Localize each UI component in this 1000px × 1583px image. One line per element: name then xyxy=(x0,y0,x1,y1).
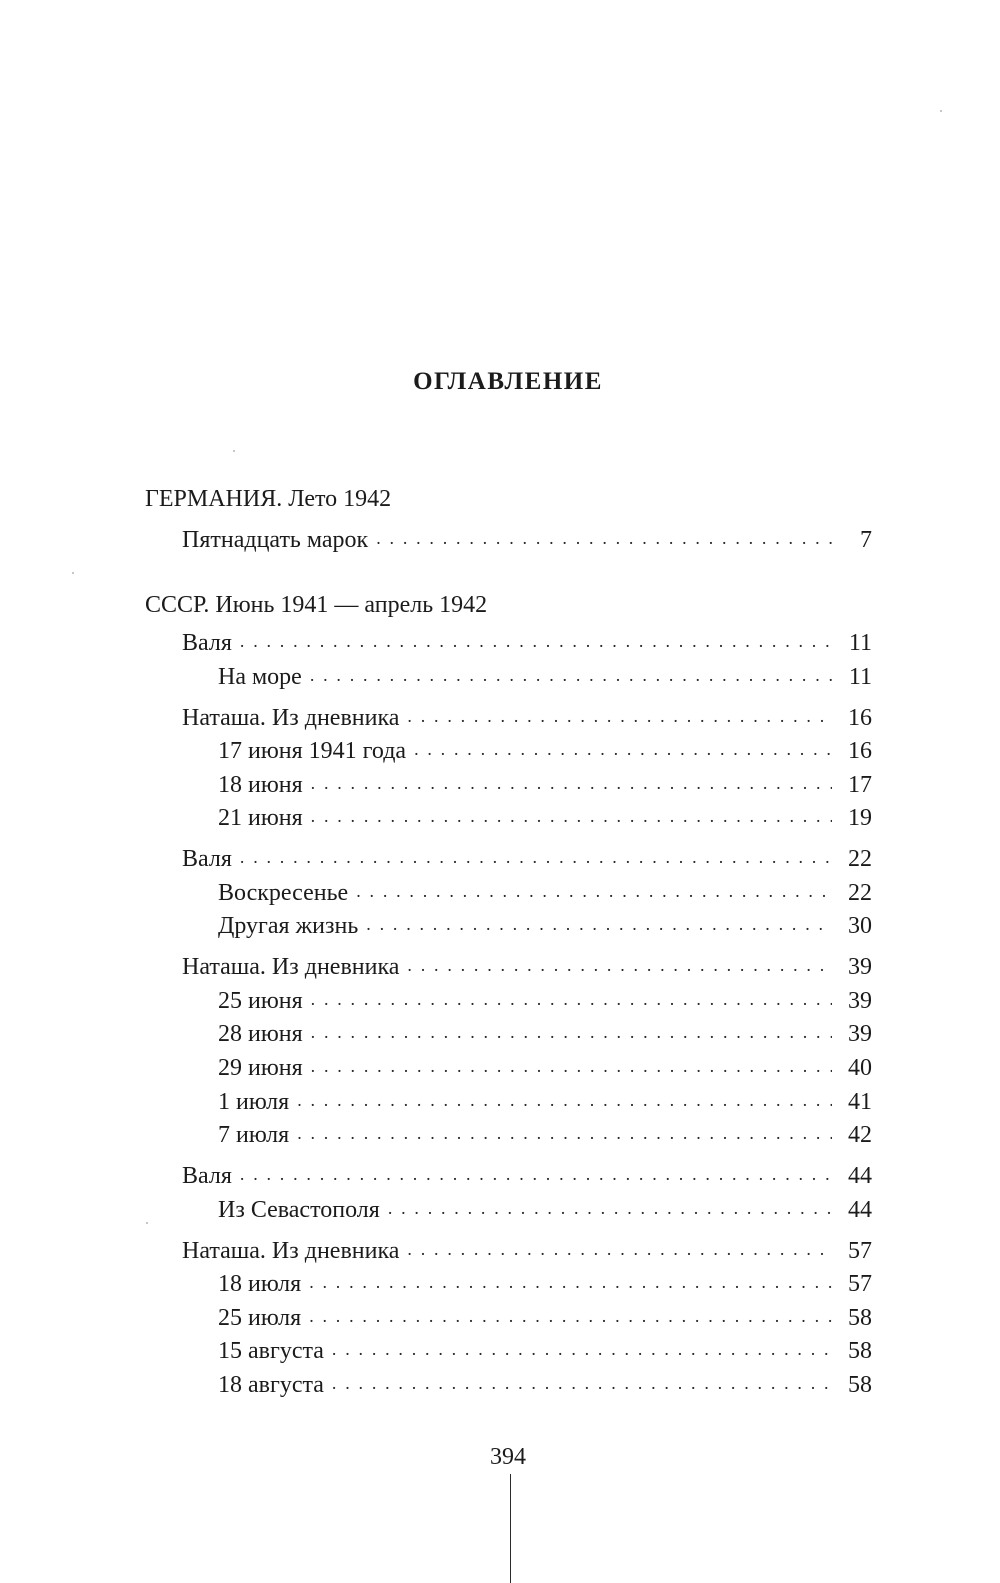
toc-entry-page: 39 xyxy=(848,954,872,980)
toc-entry xyxy=(182,525,872,555)
dot-leader xyxy=(240,626,832,656)
toc-subentry xyxy=(218,1019,872,1049)
toc-subentry xyxy=(218,1303,872,1333)
toc-entry-label: 17 июня 1941 года xyxy=(218,738,407,764)
toc-entry-label: Наташа. Из дневника xyxy=(182,954,400,980)
dot-leader xyxy=(240,842,832,872)
toc-part-heading xyxy=(145,590,875,620)
page-number: 394 xyxy=(490,1444,526,1470)
dot-leader xyxy=(311,1051,832,1081)
toc-subentry xyxy=(218,1370,872,1400)
dot-leader xyxy=(240,1159,832,1189)
dot-leader xyxy=(388,1193,832,1223)
toc-entry-page: 7 xyxy=(860,527,872,553)
toc-entry-label: Пятнадцать марок xyxy=(182,527,369,553)
toc-entry-page: 39 xyxy=(848,988,872,1014)
toc-subentry xyxy=(218,1053,872,1083)
scan-speck xyxy=(72,572,74,574)
toc-entry-page: 44 xyxy=(848,1197,872,1223)
toc-entry-page: 40 xyxy=(848,1055,872,1081)
toc-entry xyxy=(182,703,872,733)
toc-entry xyxy=(182,1161,872,1191)
toc-entry-page: 16 xyxy=(848,705,872,731)
dot-leader xyxy=(297,1085,832,1115)
toc-subentry xyxy=(218,986,872,1016)
toc-entry-label: Воскресенье xyxy=(218,880,349,906)
toc-subentry xyxy=(218,878,872,908)
toc-entry-label: 29 июня xyxy=(218,1055,303,1081)
toc-subentry xyxy=(218,736,872,766)
dot-leader xyxy=(309,1267,832,1297)
toc-subentry xyxy=(218,770,872,800)
scan-speck xyxy=(940,110,942,112)
dot-leader xyxy=(356,876,832,906)
toc-entry-page: 42 xyxy=(848,1122,872,1148)
toc-entry-page: 57 xyxy=(848,1271,872,1297)
toc-entry-label: Из Севастополя xyxy=(218,1197,380,1223)
scan-speck xyxy=(146,1222,148,1224)
page-rule xyxy=(510,1474,511,1583)
toc-subentry xyxy=(218,662,872,692)
dot-leader xyxy=(376,523,832,553)
toc-part-heading xyxy=(145,484,875,514)
toc-entry-label: Валя xyxy=(182,630,232,656)
dot-leader xyxy=(311,801,832,831)
toc-subentry xyxy=(218,1195,872,1225)
toc-entry-page: 58 xyxy=(848,1372,872,1398)
toc-entry-label: 15 августа xyxy=(218,1338,324,1364)
scan-speck xyxy=(233,450,235,452)
toc-entry-page: 41 xyxy=(848,1089,872,1115)
toc-entry-label: 1 июля xyxy=(218,1089,290,1115)
toc-entry-label: Наташа. Из дневника xyxy=(182,705,400,731)
toc-entry-page: 39 xyxy=(848,1021,872,1047)
toc-subentry xyxy=(218,1087,872,1117)
dot-leader xyxy=(332,1334,832,1364)
toc-entry-page: 44 xyxy=(848,1163,872,1189)
toc-entry-label: Наташа. Из дневника xyxy=(182,1238,400,1264)
toc-entry-label: 25 июля xyxy=(218,1305,302,1331)
toc-subentry xyxy=(218,1336,872,1366)
dot-leader xyxy=(309,1301,832,1331)
toc-entry-page: 58 xyxy=(848,1338,872,1364)
toc-entry-page: 22 xyxy=(848,846,872,872)
toc-entry-page: 11 xyxy=(848,664,872,690)
toc-entry xyxy=(182,952,872,982)
toc-title: ОГЛАВЛЕНИЕ xyxy=(413,368,603,395)
dot-leader xyxy=(366,909,832,939)
toc-entry-label: Другая жизнь xyxy=(218,913,359,939)
toc-subentry xyxy=(218,1120,872,1150)
toc-entry-label: 18 июня xyxy=(218,772,303,798)
dot-leader xyxy=(310,660,832,690)
dot-leader xyxy=(414,734,832,764)
toc-subentry xyxy=(218,911,872,941)
toc-entry-label: На море xyxy=(218,664,302,690)
toc-entry xyxy=(182,1236,872,1266)
toc-entry xyxy=(182,844,872,874)
toc-entry-page: 30 xyxy=(848,913,872,939)
dot-leader xyxy=(407,950,832,980)
toc-entry-label: 28 июня xyxy=(218,1021,303,1047)
toc-entry-label: ГЕРМАНИЯ. Лето 1942 xyxy=(145,486,392,512)
toc-entry-label: 25 июня xyxy=(218,988,303,1014)
dot-leader xyxy=(311,768,832,798)
toc-entry-page: 19 xyxy=(848,805,872,831)
toc-entry-page: 17 xyxy=(848,772,872,798)
toc-entry-page: 11 xyxy=(848,630,872,656)
dot-leader xyxy=(311,984,832,1014)
dot-leader xyxy=(297,1118,832,1148)
toc-entry-label: 18 августа xyxy=(218,1372,324,1398)
dot-leader xyxy=(332,1368,832,1398)
toc-entry-page: 58 xyxy=(848,1305,872,1331)
toc-entry-label: 21 июня xyxy=(218,805,303,831)
toc-entry-page: 16 xyxy=(848,738,872,764)
toc-entry-label: СССР. Июнь 1941 — апрель 1942 xyxy=(145,592,488,618)
dot-leader xyxy=(407,701,832,731)
toc-entry-page: 57 xyxy=(848,1238,872,1264)
toc-entry xyxy=(182,628,872,658)
dot-leader xyxy=(407,1234,832,1264)
toc-subentry xyxy=(218,1269,872,1299)
dot-leader xyxy=(311,1017,832,1047)
toc-entry-label: 18 июля xyxy=(218,1271,302,1297)
toc-entry-label: Валя xyxy=(182,1163,232,1189)
toc-entry-page: 22 xyxy=(848,880,872,906)
toc-subentry xyxy=(218,803,872,833)
toc-entry-label: 7 июля xyxy=(218,1122,290,1148)
toc-entry-label: Валя xyxy=(182,846,232,872)
